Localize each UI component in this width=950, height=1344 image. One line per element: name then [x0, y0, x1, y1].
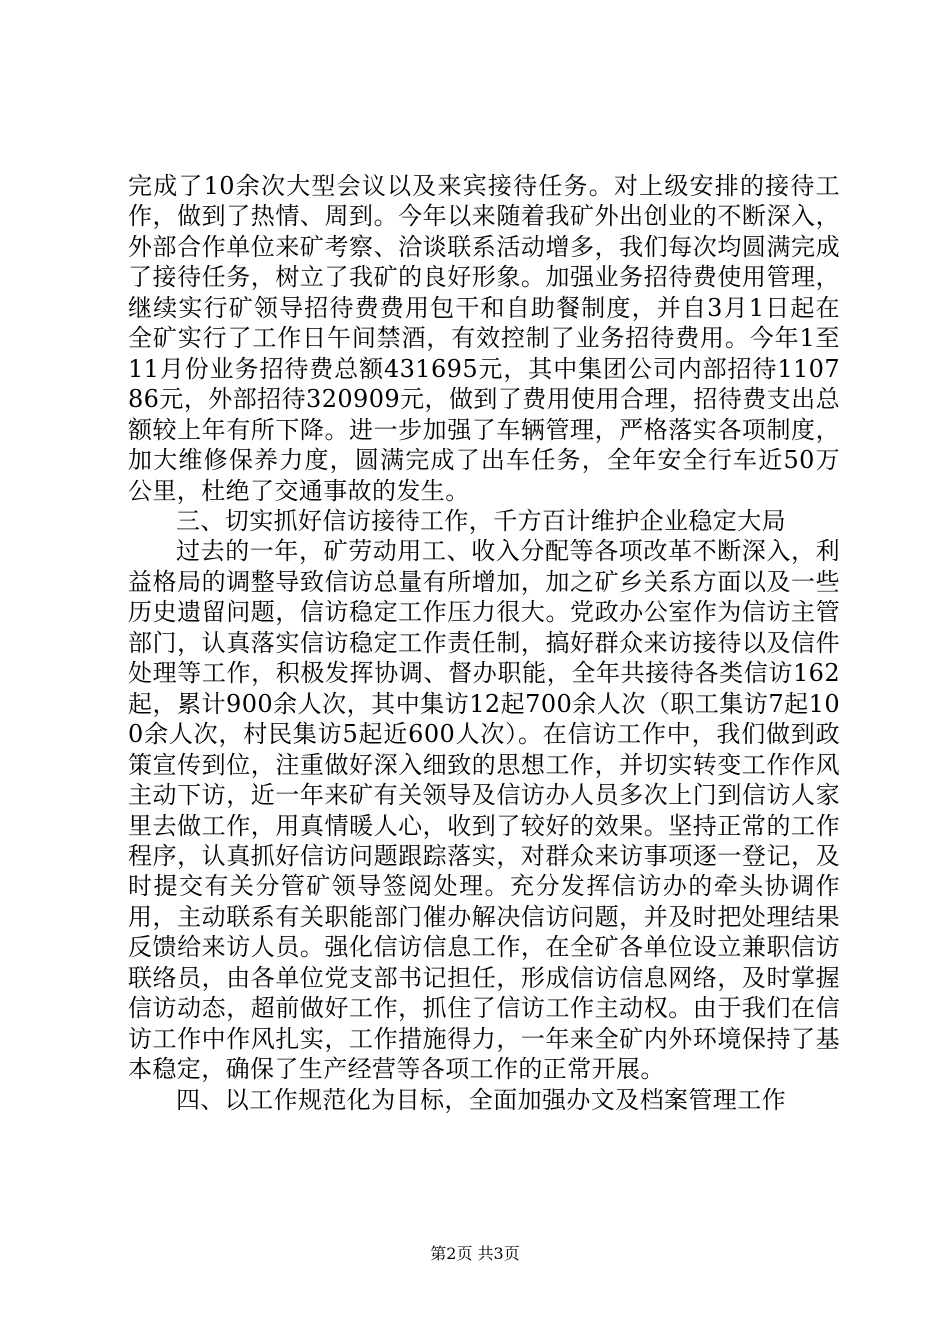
section-heading-petitions: 三、切实抓好信访接待工作，千方百计维护企业稳定大局	[176, 506, 786, 535]
paragraph-petition-work: 过去的一年，矿劳动用工、收入分配等各项改革不断深入，利益格局的调整导致信访总量有所增加，加之矿乡关系方面以及一些历史遗留问题，信访稳定工作压力很大。党政办公室作为信访主管部门，认真落实信访稳定工作责任制，搞好群众来访接待以及信件处理等工作，积极发挥协调、督办职能，全年共接待各类信访162起，累计900余人次，其中集访12起700余人次（职工集访7起100余人次，村民集访5起近600人次）。在信访工作中，我们做到政策宣传到位，注重做好深入细致的思想工作，并切实转变工作作风主动下访，近一年来矿有关领导及信访办人员多次上门到信访人家里去做工作，用真情暖人心，收到了较好的效果。坚持正常的工作程序，认真抓好信访问题跟踪落实，对群众来访事项逐一登记，及时提交有关分管矿领导签阅处理。充分发挥信访办的牵头协调作用，主动联系有关职能部门催办解决信访问题，并及时把处理结果反馈给来访人员。强化信访信息工作，在全矿各单位设立兼职信访联络员，由各单位党支部书记担任，形成信访信息网络，及时掌握信访动态，超前做好工作，抓住了信访工作主动权。由于我们在信访工作中作风扎实，工作措施得力，一年来全矿内外环境保持了基本稳定，确保了生产经营等各项工作的正常开展。	[128, 537, 840, 1084]
page-number-footer: 第2页 共3页	[430, 1244, 520, 1263]
section-heading-archives: 四、以工作规范化为目标，全面加强办文及档案管理工作	[176, 1085, 786, 1114]
paragraph-reception-summary: 完成了10余次大型会议以及来宾接待任务。对上级安排的接待工作，做到了热情、周到。今年以来随着我矿外出创业的不断深入，外部合作单位来矿考察、洽谈联系活动增多，我们每次均圆满完成了接待任务，树立了我矿的良好形象。加强业务招待费使用管理，继续实行矿领导招待费费用包干和自助餐制度，并自3月1日起在全矿实行了工作日午间禁酒，有效控制了业务招待费用。今年1至11月份业务招待费总额431695元，其中集团公司内部招待110786元，外部招待320909元，做到了费用使用合理，招待费支出总额较上年有所下降。进一步加强了车辆管理，严格落实各项制度，加大维修保养力度，圆满完成了出车任务，全年安全行车近50万公里，杜绝了交通事故的发生。	[128, 172, 840, 505]
document-body	[128, 171, 840, 1115]
